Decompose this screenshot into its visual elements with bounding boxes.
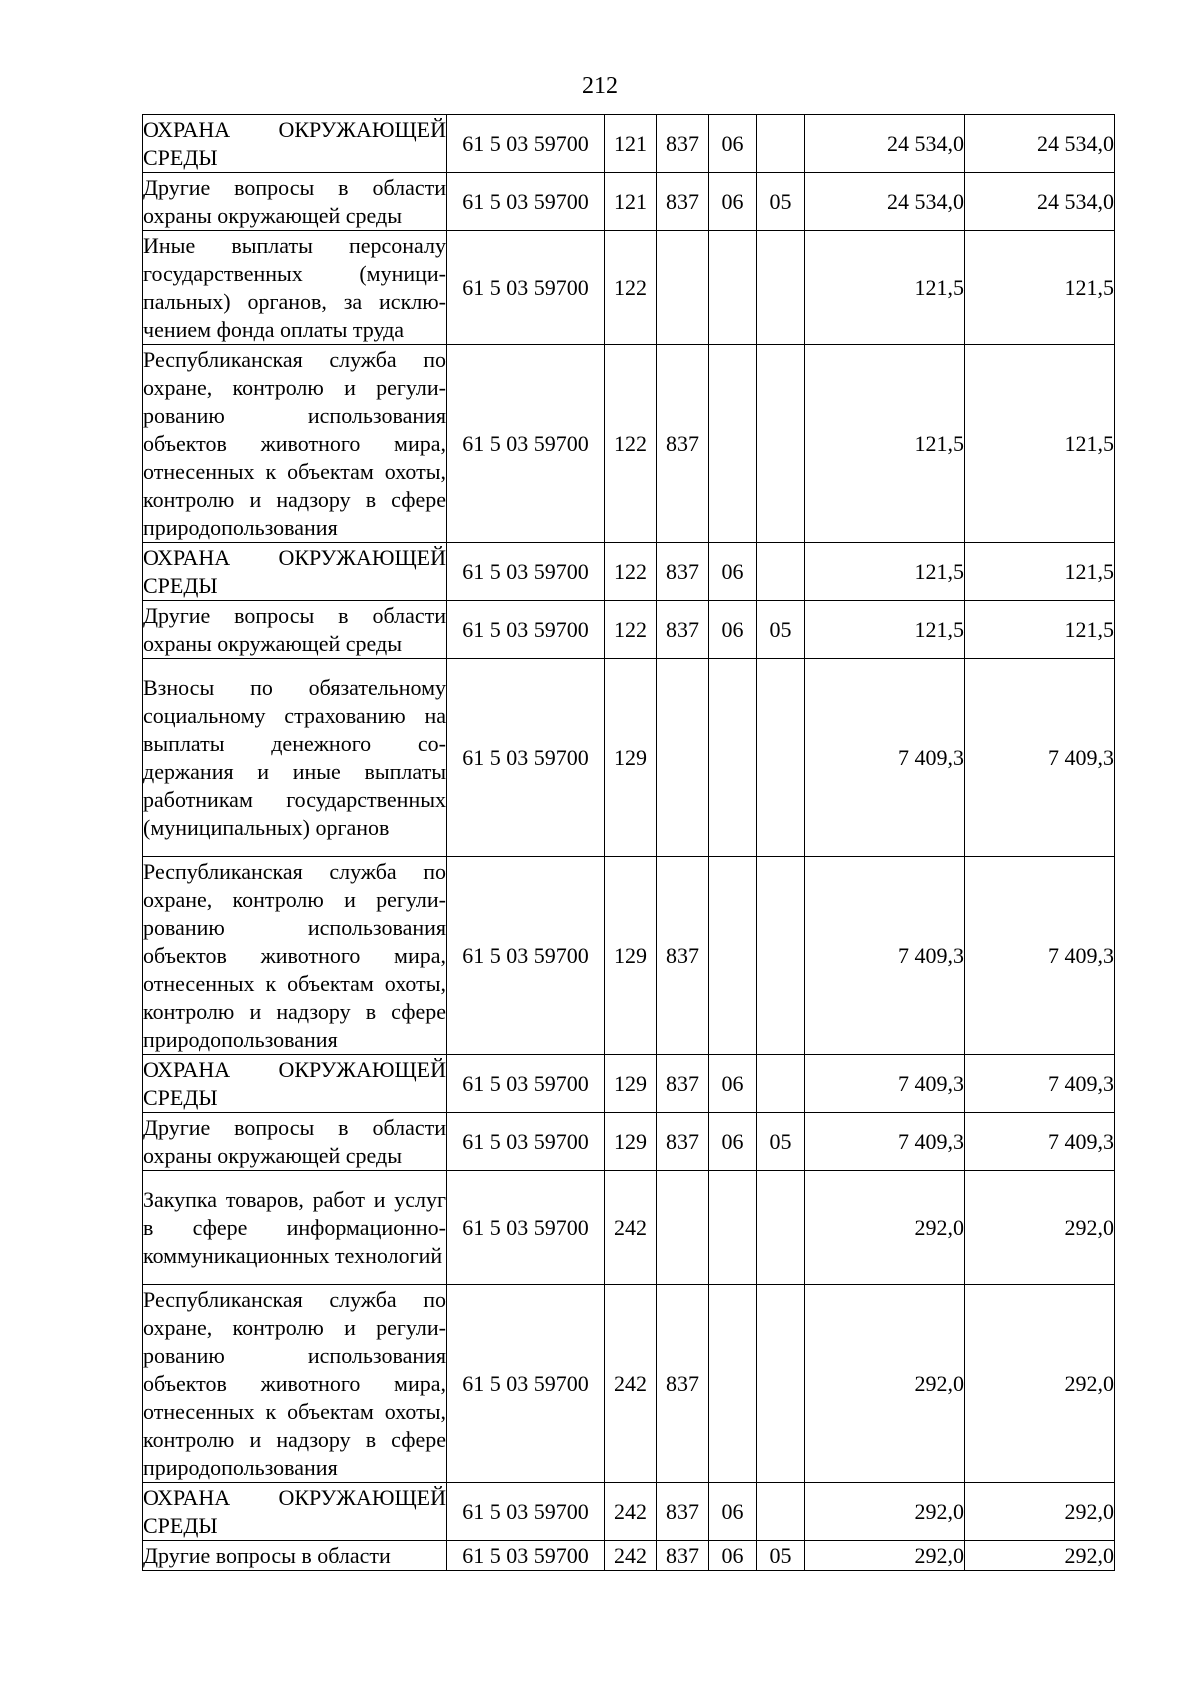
- row-vr-cell: 122: [605, 345, 657, 543]
- row-pr-cell: [757, 1171, 805, 1285]
- row-csr-cell: 61 5 03 59700: [447, 231, 605, 345]
- page-number: 212: [582, 73, 618, 99]
- row-grbs-cell: 837: [657, 345, 709, 543]
- row-sum2-cell: 292,0: [965, 1171, 1115, 1285]
- row-sum2-cell: 292,0: [965, 1541, 1115, 1571]
- row-name-cell: Другие вопросы в области: [143, 1541, 447, 1571]
- row-sum1-cell: 7 409,3: [805, 1113, 965, 1171]
- row-csr-cell: 61 5 03 59700: [447, 1055, 605, 1113]
- row-sum2-cell: 292,0: [965, 1285, 1115, 1483]
- row-sum1-cell: 121,5: [805, 543, 965, 601]
- row-sum1-cell: 292,0: [805, 1541, 965, 1571]
- row-sum2-cell: 7 409,3: [965, 1055, 1115, 1113]
- row-pr-cell: [757, 857, 805, 1055]
- row-name-cell: Иные выплаты персоналу государственных (муниципальных) органов, за исключением фонда оплаты труда: [143, 231, 447, 345]
- row-grbs-cell: [657, 659, 709, 857]
- table-row: [143, 543, 1115, 601]
- row-pr-cell: [757, 543, 805, 601]
- row-sum2-cell: 121,5: [965, 601, 1115, 659]
- table-row: [143, 1541, 1115, 1571]
- row-pr-cell: [757, 345, 805, 543]
- row-rz-cell: 06: [709, 1483, 757, 1541]
- row-sum1-cell: 292,0: [805, 1483, 965, 1541]
- row-sum2-cell: 121,5: [965, 543, 1115, 601]
- row-rz-cell: [709, 659, 757, 857]
- row-sum2-cell: 7 409,3: [965, 659, 1115, 857]
- row-vr-cell: 129: [605, 857, 657, 1055]
- table-row: [143, 1055, 1115, 1113]
- row-grbs-cell: 837: [657, 857, 709, 1055]
- row-grbs-cell: [657, 231, 709, 345]
- row-csr-cell: 61 5 03 59700: [447, 659, 605, 857]
- row-rz-cell: 06: [709, 115, 757, 173]
- row-rz-cell: [709, 231, 757, 345]
- row-name-cell: Республиканская служба по охране, контролю и регулированию использования объектов животного мира, отнесенных к объектам охоты, контролю и надзору в сфере природопользования: [143, 857, 447, 1055]
- row-csr-cell: 61 5 03 59700: [447, 115, 605, 173]
- row-rz-cell: [709, 857, 757, 1055]
- row-name-cell: ОХРАНА ОКРУЖАЮЩЕЙ СРЕДЫ: [143, 543, 447, 601]
- row-vr-cell: 242: [605, 1483, 657, 1541]
- row-pr-cell: [757, 1285, 805, 1483]
- row-sum1-cell: 7 409,3: [805, 659, 965, 857]
- row-vr-cell: 122: [605, 543, 657, 601]
- row-vr-cell: 242: [605, 1285, 657, 1483]
- row-rz-cell: [709, 345, 757, 543]
- row-pr-cell: [757, 231, 805, 345]
- row-grbs-cell: 837: [657, 173, 709, 231]
- row-grbs-cell: 837: [657, 1055, 709, 1113]
- table-row: [143, 857, 1115, 1055]
- row-sum2-cell: 7 409,3: [965, 1113, 1115, 1171]
- row-vr-cell: 129: [605, 659, 657, 857]
- row-pr-cell: 05: [757, 1541, 805, 1571]
- row-rz-cell: 06: [709, 1541, 757, 1571]
- row-sum2-cell: 121,5: [965, 231, 1115, 345]
- row-pr-cell: [757, 1483, 805, 1541]
- row-rz-cell: 06: [709, 173, 757, 231]
- row-sum2-cell: 24 534,0: [965, 115, 1115, 173]
- row-sum1-cell: 7 409,3: [805, 1055, 965, 1113]
- row-vr-cell: 121: [605, 115, 657, 173]
- row-rz-cell: 06: [709, 601, 757, 659]
- row-vr-cell: 129: [605, 1113, 657, 1171]
- row-csr-cell: 61 5 03 59700: [447, 173, 605, 231]
- table-row: [143, 345, 1115, 543]
- row-rz-cell: [709, 1171, 757, 1285]
- row-vr-cell: 129: [605, 1055, 657, 1113]
- table-body: [143, 115, 1115, 1571]
- row-vr-cell: 121: [605, 173, 657, 231]
- row-sum1-cell: 24 534,0: [805, 173, 965, 231]
- row-grbs-cell: 837: [657, 115, 709, 173]
- row-sum2-cell: 24 534,0: [965, 173, 1115, 231]
- row-pr-cell: 05: [757, 1113, 805, 1171]
- row-rz-cell: 06: [709, 1055, 757, 1113]
- row-grbs-cell: [657, 1171, 709, 1285]
- row-sum1-cell: 121,5: [805, 345, 965, 543]
- table-row: [143, 115, 1115, 173]
- row-vr-cell: 122: [605, 601, 657, 659]
- row-sum1-cell: 24 534,0: [805, 115, 965, 173]
- row-grbs-cell: 837: [657, 601, 709, 659]
- row-sum1-cell: 292,0: [805, 1285, 965, 1483]
- table-row: [143, 1171, 1115, 1285]
- row-rz-cell: [709, 1285, 757, 1483]
- row-name-cell: ОХРАНА ОКРУЖАЮЩЕЙ СРЕДЫ: [143, 1055, 447, 1113]
- row-grbs-cell: 837: [657, 1113, 709, 1171]
- row-csr-cell: 61 5 03 59700: [447, 345, 605, 543]
- table-row: [143, 1483, 1115, 1541]
- row-pr-cell: 05: [757, 601, 805, 659]
- row-csr-cell: 61 5 03 59700: [447, 1285, 605, 1483]
- row-sum1-cell: 292,0: [805, 1171, 965, 1285]
- row-rz-cell: 06: [709, 543, 757, 601]
- row-vr-cell: 242: [605, 1541, 657, 1571]
- row-sum1-cell: 121,5: [805, 231, 965, 345]
- row-name-cell: ОХРАНА ОКРУЖАЮЩЕЙ СРЕДЫ: [143, 115, 447, 173]
- row-vr-cell: 242: [605, 1171, 657, 1285]
- row-grbs-cell: 837: [657, 1541, 709, 1571]
- row-sum1-cell: 7 409,3: [805, 857, 965, 1055]
- row-sum2-cell: 292,0: [965, 1483, 1115, 1541]
- table-row: [143, 1113, 1115, 1171]
- row-csr-cell: 61 5 03 59700: [447, 1171, 605, 1285]
- row-name-cell: Республиканская служба по охране, контролю и регулированию использования объектов животного мира, отнесенных к объектам охоты, контролю и надзору в сфере природопользования: [143, 345, 447, 543]
- row-pr-cell: [757, 1055, 805, 1113]
- table-row: [143, 231, 1115, 345]
- table-row: [143, 601, 1115, 659]
- row-csr-cell: 61 5 03 59700: [447, 857, 605, 1055]
- budget-table: [142, 114, 1115, 1571]
- table-row: [143, 173, 1115, 231]
- row-sum2-cell: 121,5: [965, 345, 1115, 543]
- row-name-cell: Другие вопросы в области охраны окружающей среды: [143, 1113, 447, 1171]
- row-vr-cell: 122: [605, 231, 657, 345]
- row-csr-cell: 61 5 03 59700: [447, 1541, 605, 1571]
- row-csr-cell: 61 5 03 59700: [447, 1113, 605, 1171]
- row-pr-cell: [757, 659, 805, 857]
- row-name-cell: Другие вопросы в области охраны окружающей среды: [143, 173, 447, 231]
- row-sum2-cell: 7 409,3: [965, 857, 1115, 1055]
- row-csr-cell: 61 5 03 59700: [447, 543, 605, 601]
- row-name-cell: Республиканская служба по охране, контролю и регулированию использования объектов животного мира, отнесенных к объектам охоты, контролю и надзору в сфере природопользования: [143, 1285, 447, 1483]
- row-pr-cell: 05: [757, 173, 805, 231]
- row-name-cell: Другие вопросы в области охраны окружающей среды: [143, 601, 447, 659]
- table-row: [143, 659, 1115, 857]
- row-pr-cell: [757, 115, 805, 173]
- row-grbs-cell: 837: [657, 1285, 709, 1483]
- row-name-cell: Взносы по обязательному социальному страхованию на выплаты денежного содержания и иные выплаты работникам государственных (муниципальных) органов: [143, 659, 447, 857]
- row-grbs-cell: 837: [657, 1483, 709, 1541]
- table-row: [143, 1285, 1115, 1483]
- row-name-cell: Закупка товаров, работ и услуг в сфере информационно-коммуникационных технологий: [143, 1171, 447, 1285]
- row-grbs-cell: 837: [657, 543, 709, 601]
- row-sum1-cell: 121,5: [805, 601, 965, 659]
- row-name-cell: ОХРАНА ОКРУЖАЮЩЕЙ СРЕДЫ: [143, 1483, 447, 1541]
- row-csr-cell: 61 5 03 59700: [447, 601, 605, 659]
- row-csr-cell: 61 5 03 59700: [447, 1483, 605, 1541]
- row-rz-cell: 06: [709, 1113, 757, 1171]
